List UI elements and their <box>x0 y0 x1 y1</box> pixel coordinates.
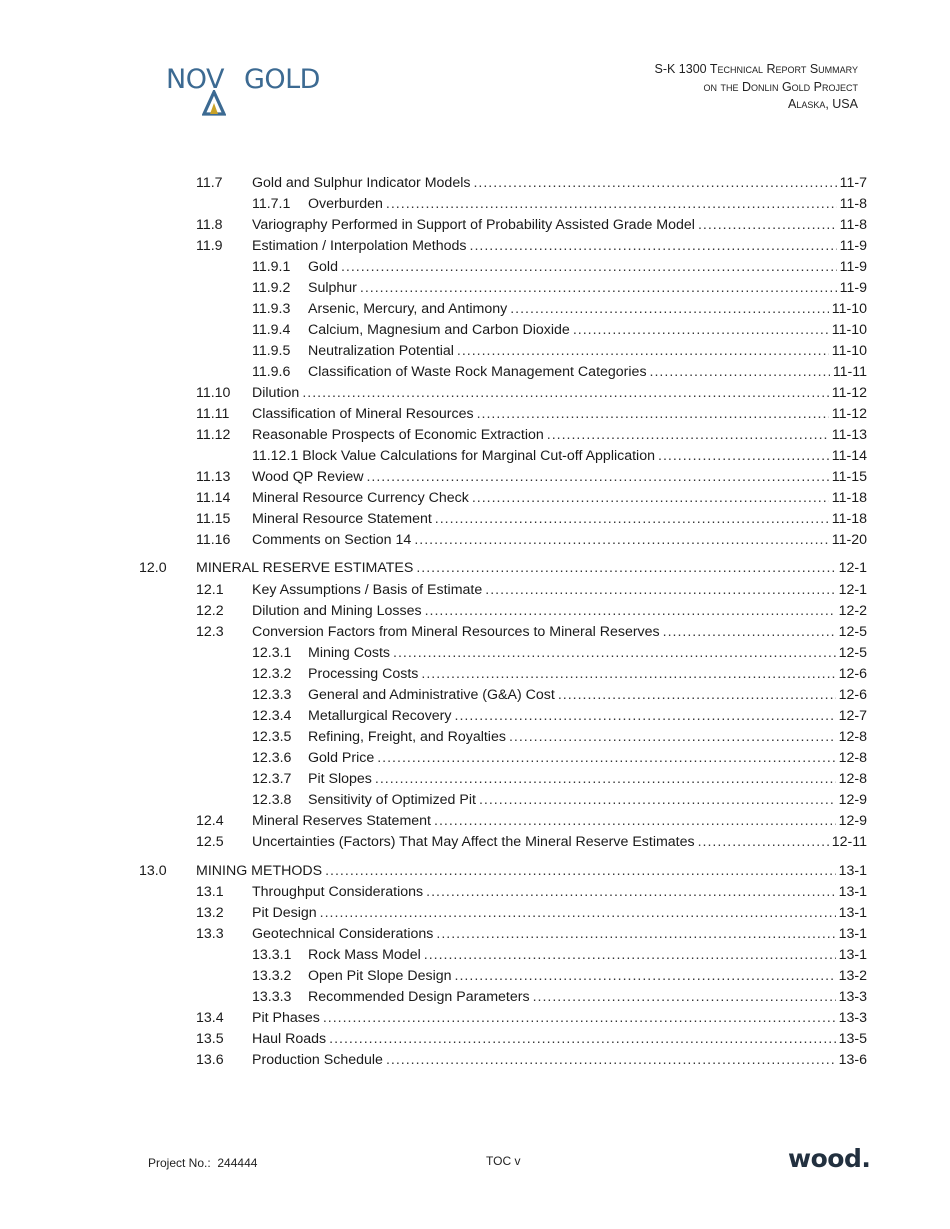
toc-entry-page: 11-12 <box>831 385 867 401</box>
toc-entry[interactable] <box>0 383 950 404</box>
toc-dot-leader <box>698 215 837 236</box>
toc-entry-page: 12-11 <box>831 834 867 850</box>
toc-entry-title: Dilution and Mining Losses <box>252 603 422 619</box>
toc-entry[interactable] <box>0 832 950 853</box>
toc-entry-page: 12-8 <box>838 729 867 745</box>
logo-text-right: GOLD <box>243 64 320 95</box>
toc-dot-leader <box>455 706 836 727</box>
toc-entry-title: Gold and Sulphur Indicator Models <box>252 175 471 191</box>
logo-text-left: NOV <box>166 64 224 95</box>
toc-entry-page: 12-5 <box>838 645 867 661</box>
toc-entry[interactable] <box>0 446 950 467</box>
novagold-logo <box>166 64 320 95</box>
toc-entry-page: 13-2 <box>838 968 867 984</box>
toc-dot-leader <box>414 530 828 551</box>
toc-entry-page: 11-9 <box>839 259 867 275</box>
toc-entry[interactable] <box>0 467 950 488</box>
toc-entry-title: Open Pit Slope Design <box>308 968 452 984</box>
toc-entry-title: Neutralization Potential <box>308 343 454 359</box>
toc-entry[interactable] <box>0 425 950 446</box>
toc-entry-title: Classification of Waste Rock Management Categories <box>308 364 647 380</box>
toc-entry-title: Mineral Resource Statement <box>252 511 432 527</box>
toc-entry-page: 13-6 <box>838 1052 867 1068</box>
toc-entry[interactable] <box>0 530 950 551</box>
toc-entry-number: 11.15 <box>196 511 231 527</box>
toc-dot-leader <box>360 278 837 299</box>
toc-entry-page: 11-15 <box>831 469 867 485</box>
toc-dot-leader <box>341 257 837 278</box>
toc-dot-leader <box>479 790 836 811</box>
toc-entry-number: 11.11 <box>196 406 230 422</box>
toc-entry-page: 11-8 <box>839 196 867 212</box>
toc-entry-page: 13-3 <box>838 1010 867 1026</box>
report-title-block <box>655 61 859 114</box>
toc-dot-leader <box>698 832 829 853</box>
toc-dot-leader <box>457 341 829 362</box>
toc-entry[interactable] <box>0 257 950 278</box>
toc-dot-leader <box>416 558 835 579</box>
toc-entry[interactable] <box>0 664 950 685</box>
toc-entry[interactable] <box>0 987 950 1008</box>
toc-dot-leader <box>510 299 829 320</box>
toc-entry-title: Refining, Freight, and Royalties <box>308 729 506 745</box>
toc-entry-number: 13.2 <box>196 905 224 921</box>
toc-entry-page: 11-11 <box>832 364 867 380</box>
toc-entry-page: 11-20 <box>831 532 867 548</box>
toc-entry-title: Pit Design <box>252 905 317 921</box>
toc-entry-title: Recommended Design Parameters <box>308 989 530 1005</box>
toc-entry[interactable] <box>0 790 950 811</box>
toc-entry[interactable] <box>0 509 950 530</box>
toc-entry-number: 11.9 <box>196 238 223 254</box>
toc-dot-leader <box>473 173 836 194</box>
toc-entry-title: Arsenic, Mercury, and Antimony <box>308 301 508 317</box>
toc-entry-number: 12.3 <box>196 624 224 640</box>
toc-entry-number: 13.3.3 <box>252 989 292 1005</box>
toc-entry[interactable] <box>0 341 950 362</box>
toc-entry-page: 12-5 <box>838 624 867 640</box>
toc-entry-title: Comments on Section 14 <box>252 532 412 548</box>
toc-entry[interactable] <box>0 811 950 832</box>
project-number-value: 244444 <box>217 1156 258 1170</box>
toc-entry-number: 12.3.8 <box>252 792 292 808</box>
toc-entry[interactable] <box>0 601 950 622</box>
toc-entry-number: 12.3.3 <box>252 687 292 703</box>
toc-entry-title: Mineral Reserves Statement <box>252 813 431 829</box>
toc-dot-leader <box>485 580 835 601</box>
toc-entry[interactable] <box>0 488 950 509</box>
toc-entry-title: Pit Slopes <box>308 771 372 787</box>
toc-entry-page: 13-3 <box>838 989 867 1005</box>
toc-entry[interactable] <box>0 882 950 903</box>
toc-dot-leader <box>325 861 835 882</box>
toc-entry-number: 11.7.1 <box>252 196 291 212</box>
toc-entry-page: 11-10 <box>831 322 867 338</box>
project-number <box>148 1156 257 1170</box>
report-title-line1: S-K 1300 Technical Report Summary <box>654 62 858 76</box>
project-label: Project No.: <box>148 1156 211 1170</box>
toc-entry-number: 12.2 <box>196 603 224 619</box>
toc-entry[interactable] <box>0 966 950 987</box>
toc-entry-title: Processing Costs <box>308 666 419 682</box>
toc-entry-page: 11-8 <box>839 217 867 233</box>
toc-dot-leader <box>472 488 829 509</box>
toc-entry-number: 11.10 <box>196 385 231 401</box>
toc-entry[interactable] <box>0 685 950 706</box>
toc-entry-number: 12.3.2 <box>252 666 292 682</box>
toc-dot-leader <box>455 966 836 987</box>
toc-entry[interactable] <box>0 643 950 664</box>
toc-entry[interactable] <box>0 861 950 882</box>
toc-entry-number: 11.7 <box>196 175 223 191</box>
toc-dot-leader <box>425 601 836 622</box>
toc-entry[interactable] <box>0 404 950 425</box>
toc-entry-title: Sensitivity of Optimized Pit <box>308 792 476 808</box>
toc-dot-leader <box>323 1008 836 1029</box>
toc-entry-number: 13.5 <box>196 1031 224 1047</box>
toc-entry-page: 13-1 <box>838 863 867 879</box>
toc-entry-title: Metallurgical Recovery <box>308 708 452 724</box>
toc-entry[interactable] <box>0 215 950 236</box>
toc-entry-page: 13-1 <box>838 905 867 921</box>
toc-entry-page: 12-6 <box>838 687 867 703</box>
toc-entry-title: Classification of Mineral Resources <box>252 406 474 422</box>
toc-entry[interactable] <box>0 1008 950 1029</box>
toc-entry[interactable] <box>0 1050 950 1071</box>
toc-entry-number: 11.9.2 <box>252 280 291 296</box>
toc-entry-page: 13-5 <box>838 1031 867 1047</box>
toc-entry-title: Estimation / Interpolation Methods <box>252 238 467 254</box>
toc-entry-page: 12-9 <box>838 792 867 808</box>
toc-entry-title: Pit Phases <box>252 1010 320 1026</box>
toc-entry[interactable] <box>0 236 950 257</box>
toc-dot-leader <box>663 622 836 643</box>
toc-entry[interactable] <box>0 278 950 299</box>
toc-entry-page: 11-12 <box>831 406 867 422</box>
toc-entry-number: 11.9.1 <box>252 259 291 275</box>
toc-entry[interactable] <box>0 580 950 601</box>
toc-entry-page: 13-1 <box>838 947 867 963</box>
toc-dot-leader <box>393 643 836 664</box>
toc-entry-number: 11.16 <box>196 532 231 548</box>
toc-dot-leader <box>386 194 837 215</box>
toc-entry-title: Throughput Considerations <box>252 884 424 900</box>
toc-entry-number: 13.6 <box>196 1052 224 1068</box>
toc-entry-title: Calcium, Magnesium and Carbon Dioxide <box>308 322 570 338</box>
toc-entry-number: 13.1 <box>196 884 224 900</box>
toc-entry[interactable] <box>0 558 950 579</box>
toc-entry[interactable] <box>0 748 950 769</box>
toc-dot-leader <box>320 903 836 924</box>
toc-entry-number: 13.3 <box>196 926 224 942</box>
toc-entry-page: 11-18 <box>831 490 867 506</box>
toc-entry-number: 12.3.6 <box>252 750 292 766</box>
toc-entry-title: Geotechnical Considerations <box>252 926 434 942</box>
toc-dot-leader <box>375 769 836 790</box>
toc-entry-page: 12-8 <box>838 750 867 766</box>
toc-entry-page: 12-8 <box>838 771 867 787</box>
toc-entry-title: Uncertainties (Factors) That May Affect the Mineral Reserve Estimates <box>252 834 695 850</box>
toc-dot-leader <box>434 811 836 832</box>
toc-entry-title: Production Schedule <box>252 1052 383 1068</box>
toc-entry[interactable] <box>0 362 950 383</box>
report-title-line3: Alaska, USA <box>787 97 858 111</box>
toc-entry-number: 12.4 <box>196 813 224 829</box>
toc-dot-leader <box>426 882 835 903</box>
toc-entry[interactable] <box>0 194 950 215</box>
toc-entry-title: Overburden <box>308 196 383 212</box>
toc-entry-title: Key Assumptions / Basis of Estimate <box>252 582 483 598</box>
toc-dot-leader <box>573 320 829 341</box>
toc-entry-page: 12-2 <box>838 603 867 619</box>
wood-logo: wood. <box>788 1144 871 1173</box>
toc-dot-leader <box>658 446 829 467</box>
toc-dot-leader <box>329 1029 835 1050</box>
toc-dot-leader <box>421 664 835 685</box>
toc-entry-number: 13.4 <box>196 1010 224 1026</box>
toc-dot-leader <box>435 509 829 530</box>
toc-entry-page: 12-7 <box>838 708 867 724</box>
toc-dot-leader <box>650 362 830 383</box>
toc-dot-leader <box>470 236 837 257</box>
toc-entry-page: 11-9 <box>839 280 867 296</box>
toc-entry-title: Dilution <box>252 385 300 401</box>
toc-entry-number: 11.12 <box>196 427 231 443</box>
toc-entry[interactable] <box>0 622 950 643</box>
toc-entry-page: 11-14 <box>831 448 867 464</box>
toc-entry-title: Reasonable Prospects of Economic Extraction <box>252 427 544 443</box>
toc-entry-number: 12.3.1 <box>252 645 292 661</box>
toc-entry-page: 12-9 <box>838 813 867 829</box>
toc-entry[interactable] <box>0 173 950 194</box>
toc-entry-number: 12.1 <box>196 582 224 598</box>
toc-entry-number: 11.13 <box>196 469 231 485</box>
toc-entry-number: 12.3.5 <box>252 729 292 745</box>
toc-entry-number: 11.9.4 <box>252 322 291 338</box>
toc-entry-number: 13.3.1 <box>252 947 292 963</box>
toc-entry-title: Variography Performed in Support of Probability Assisted Grade Model <box>252 217 695 233</box>
toc-entry-number: 11.14 <box>196 490 231 506</box>
toc-entry-page: 11-9 <box>839 238 867 254</box>
toc-entry-number: 11.8 <box>196 217 223 233</box>
toc-entry-number: 12.3.4 <box>252 708 292 724</box>
toc-entry-title: Mining Costs <box>308 645 391 661</box>
toc-entry-page: 11-10 <box>831 301 867 317</box>
toc-entry[interactable] <box>0 299 950 320</box>
toc-dot-leader <box>436 924 835 945</box>
toc-entry-title: Haul Roads <box>252 1031 327 1047</box>
toc-entry-title: MINERAL RESERVE ESTIMATES <box>196 560 414 576</box>
toc-entry[interactable] <box>0 924 950 945</box>
toc-entry[interactable] <box>0 903 950 924</box>
toc-entry[interactable] <box>0 727 950 748</box>
toc-entry-number: 13.0 <box>139 863 167 879</box>
toc-entry-title: General and Administrative (G&A) Cost <box>308 687 555 703</box>
toc-entry-title: Wood QP Review <box>252 469 364 485</box>
toc-entry-page: 13-1 <box>838 884 867 900</box>
toc-entry-title: 11.12.1 Block Value Calculations for Marginal Cut-off Application <box>252 448 655 464</box>
toc-entry-title: Gold Price <box>308 750 375 766</box>
toc-entry-number: 11.9.3 <box>252 301 291 317</box>
toc-entry-number: 12.5 <box>196 834 224 850</box>
toc-entry-page: 13-1 <box>838 926 867 942</box>
toc-entry-page: 11-7 <box>839 175 867 191</box>
toc-dot-leader <box>424 945 836 966</box>
toc-entry-page: 11-13 <box>831 427 867 443</box>
toc-entry-title: Rock Mass Model <box>308 947 421 963</box>
toc-entry-number: 11.9.6 <box>252 364 291 380</box>
toc-entry-title: MINING METHODS <box>196 863 323 879</box>
toc-entry-number: 13.3.2 <box>252 968 292 984</box>
toc-entry-number: 12.0 <box>139 560 167 576</box>
toc-entry-page: 11-18 <box>831 511 867 527</box>
toc-entry-page: 12-1 <box>838 560 867 576</box>
toc-dot-leader <box>547 425 829 446</box>
toc-dot-leader <box>558 685 836 706</box>
toc-dot-leader <box>477 404 829 425</box>
page-label: TOC v <box>486 1154 521 1168</box>
toc-entry[interactable] <box>0 706 950 727</box>
toc-entry[interactable] <box>0 1029 950 1050</box>
toc-entry[interactable] <box>0 945 950 966</box>
toc-entry-title: Mineral Resource Currency Check <box>252 490 469 506</box>
toc-entry[interactable] <box>0 769 950 790</box>
toc-dot-leader <box>509 727 836 748</box>
toc-dot-leader <box>366 467 828 488</box>
toc-entry-title: Gold <box>308 259 338 275</box>
toc-entry-number: 12.3.7 <box>252 771 292 787</box>
toc-entry-page: 12-6 <box>838 666 867 682</box>
toc-entry-title: Conversion Factors from Mineral Resources to Mineral Reserves <box>252 624 660 640</box>
report-title-line2: on the Donlin Gold Project <box>703 79 858 94</box>
toc-dot-leader <box>533 987 836 1008</box>
toc-entry-title: Sulphur <box>308 280 357 296</box>
toc-entry[interactable] <box>0 320 950 341</box>
toc-dot-leader <box>302 383 828 404</box>
toc-entry-number: 11.9.5 <box>252 343 291 359</box>
toc-entry-page: 11-10 <box>831 343 867 359</box>
toc-dot-leader <box>386 1050 836 1071</box>
toc-dot-leader <box>377 748 835 769</box>
toc-entry-page: 12-1 <box>838 582 867 598</box>
